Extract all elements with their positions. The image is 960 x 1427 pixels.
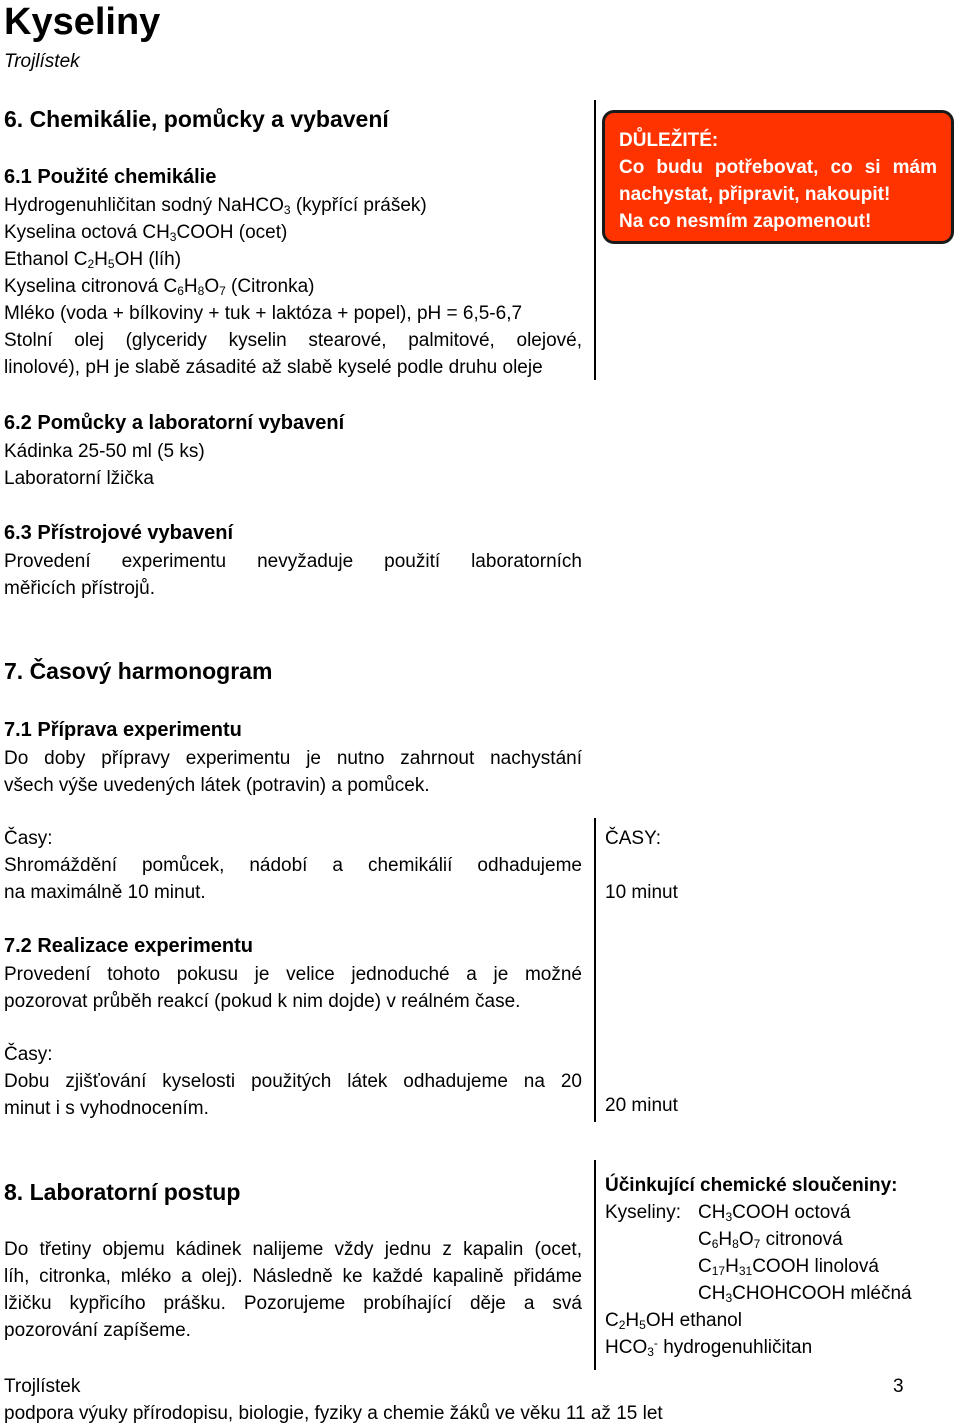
important-callout: [602, 110, 954, 244]
procedure-line-3: lžičku kypřicího prášku. Pozorujeme probíhající děje a svá: [4, 1293, 582, 1314]
realization-line-3: Dobu zjišťování kyselosti použitých látek odhadujeme na 20: [4, 1071, 582, 1092]
side-time-prep: 10 minut: [605, 882, 678, 903]
chemical-line-2: Kyselina octová $CH_3COOH$ (ocet): [4, 222, 288, 244]
side-time-realization: 20 minut: [605, 1095, 678, 1116]
chemical-line-1: Hydrogenuhličitan sodný NaHCO$_3$ (kypřící prášek): [4, 195, 427, 217]
chemical-line-7: linolové), pH je slabě zásadité až slabě kyselé podle druhu oleje: [4, 357, 543, 378]
compounds-heading: Účinkující chemické sloučeniny:: [605, 1175, 898, 1196]
footer-bottom: podpora výuky přírodopisu, biologie, fyziky a chemie žáků ve věku 11 až 15 let: [4, 1403, 663, 1424]
footer-left: Trojlístek: [4, 1376, 81, 1397]
callout-line-2: nachystat, připravit, nakoupit!: [619, 184, 891, 205]
side-times-label: ČASY:: [605, 828, 661, 849]
prep-line-2: všech výše uvedených látek (potravin) a pomůcek.: [4, 775, 430, 796]
compound-ethanol: $C_2H_5OH$ ethanol: [605, 1310, 742, 1332]
procedure-line-1: Do třetiny objemu kádinek nalijeme vždy jednu z kapalin (ocet,: [4, 1239, 582, 1260]
realization-line-2: pozorovat průběh reakcí (pokud k nim dojde) v reálném čase.: [4, 991, 521, 1012]
realization-times-label: Časy:: [4, 1044, 53, 1065]
procedure-line-2: líh, citronka, mléko a olej). Následně ke každé kapalině přidáme: [4, 1266, 582, 1287]
section-7-1-heading: 7.1 Příprava experimentu: [4, 719, 242, 741]
column-divider-bottom: [594, 1160, 596, 1370]
prep-line-3: Shromáždění pomůcek, nádobí a chemikálií odhadujeme: [4, 855, 582, 876]
callout-title: DŮLEŽITÉ:: [619, 130, 719, 151]
page-number: 3: [893, 1376, 904, 1397]
column-divider-middle: [594, 818, 596, 1122]
instrument-line-2: měřicích přístrojů.: [4, 578, 155, 599]
section-6-2-heading: 6.2 Pomůcky a laboratorní vybavení: [4, 412, 345, 434]
chemical-line-6: Stolní olej (glyceridy kyselin stearové, palmitové, olejové,: [4, 330, 582, 351]
section-7-2-heading: 7.2 Realizace experimentu: [4, 935, 254, 957]
column-divider-top: [594, 100, 596, 380]
compound-acetic: $CH_3COOH$ octová: [698, 1202, 851, 1224]
compound-linoleic: $C_{17}H_{31}COOH$ linolová: [698, 1256, 879, 1278]
procedure-line-4: pozorování zapíšeme.: [4, 1320, 191, 1341]
equipment-line-2: Laboratorní lžička: [4, 468, 154, 489]
section-6-heading: 6. Chemikálie, pomůcky a vybavení: [4, 106, 389, 132]
acids-label: Kyseliny:: [605, 1202, 682, 1223]
section-6-1-heading: 6.1 Použité chemikálie: [4, 166, 217, 188]
page-subtitle: Trojlístek: [4, 51, 80, 72]
equipment-line-1: Kádinka 25-50 ml (5 ks): [4, 441, 205, 462]
instrument-line-1: Provedení experimentu nevyžaduje použití laboratorních: [4, 551, 582, 572]
prep-times-label: Časy:: [4, 828, 53, 849]
chemical-line-4: Kyselina citronová $C_6H_8O_7$ (Citronka): [4, 276, 315, 298]
chemical-line-3: Ethanol $C_2H_5OH$ (líh): [4, 249, 182, 271]
callout-line-3: Na co nesmím zapomenout!: [619, 211, 872, 232]
section-7-heading: 7. Časový harmonogram: [4, 658, 273, 684]
realization-line-4: minut i s vyhodnocením.: [4, 1098, 209, 1119]
prep-line-1: Do doby přípravy experimentu je nutno zahrnout nachystání: [4, 748, 582, 769]
compound-lactic: $CH_3CHOHCOOH$ mléčná: [698, 1283, 912, 1305]
section-6-3-heading: 6.3 Přístrojové vybavení: [4, 522, 234, 544]
compound-bicarbonate: $HCO_3^-$ hydrogenuhličitan: [605, 1336, 813, 1359]
compound-citric: $C_6H_8O_7$ citronová: [698, 1229, 843, 1251]
chemical-line-5: Mléko (voda + bílkoviny + tuk + laktóza + popel), pH = 6,5-6,7: [4, 303, 523, 324]
callout-line-1: Co budu potřebovat, co si mám: [619, 157, 937, 178]
page-title: Kyseliny: [4, 1, 161, 43]
prep-line-4: na maximálně 10 minut.: [4, 882, 206, 903]
section-8-heading: 8. Laboratorní postup: [4, 1179, 241, 1205]
realization-line-1: Provedení tohoto pokusu je velice jednoduché a je možné: [4, 964, 582, 985]
